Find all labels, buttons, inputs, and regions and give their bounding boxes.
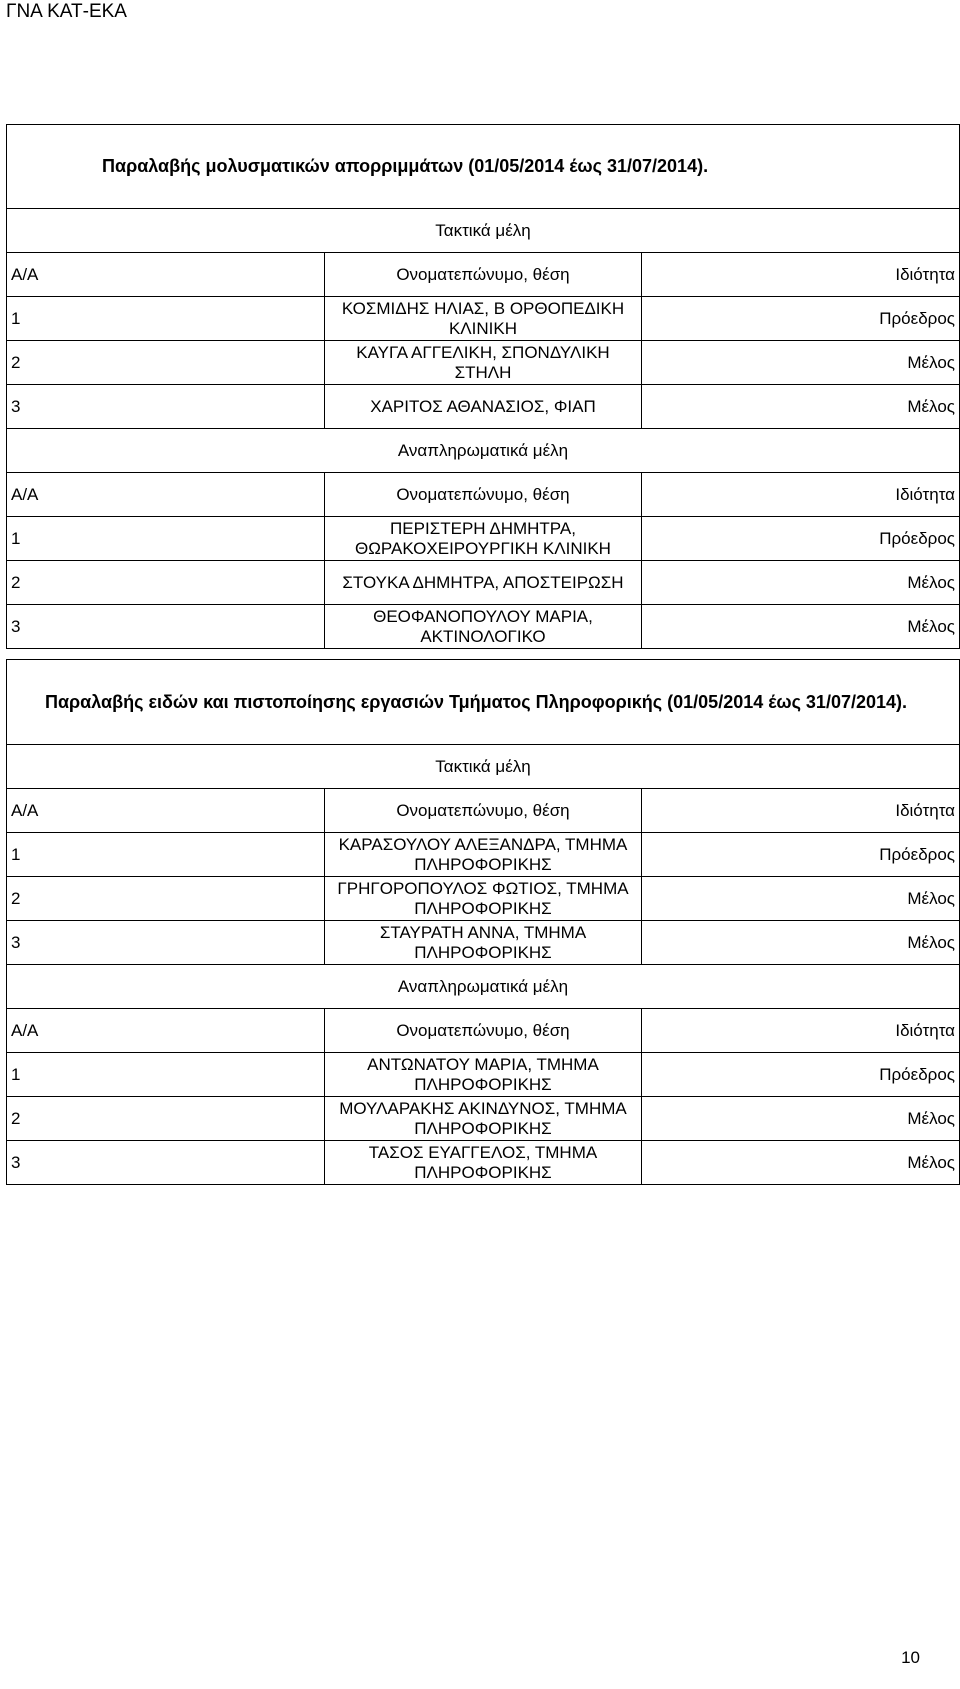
col-header-name: Ονοματεπώνυμο, θέση xyxy=(324,253,642,297)
row-role: Μέλος xyxy=(642,605,960,649)
section-label-substitutes: Αναπληρωματικά μέλη xyxy=(7,429,960,473)
table-row xyxy=(7,341,960,385)
document-header: ΓΝΑ ΚΑΤ-ΕΚΑ xyxy=(6,1,127,22)
col-header-name: Ονοματεπώνυμο, θέση xyxy=(324,473,642,517)
row-num: 3 xyxy=(7,605,325,649)
row-num: 3 xyxy=(7,921,325,965)
row-num: 1 xyxy=(7,833,325,877)
table-title: Παραλαβής ειδών και πιστοποίησης εργασιών Τμήματος Πληροφορικής (01/05/2014 έως 31/07/2014). xyxy=(7,660,960,745)
row-num: 1 xyxy=(7,517,325,561)
table-row xyxy=(7,1053,960,1097)
row-name: ΤΑΣΟΣ ΕΥΑΓΓΕΛΟΣ, ΤΜΗΜΑ ΠΛΗΡΟΦΟΡΙΚΗΣ xyxy=(324,1141,642,1185)
table-row xyxy=(7,517,960,561)
row-num: 2 xyxy=(7,561,325,605)
table-row xyxy=(7,921,960,965)
section-row-regular xyxy=(7,209,960,253)
table-row xyxy=(7,1097,960,1141)
page-number: 10 xyxy=(901,1648,920,1667)
row-num: 1 xyxy=(7,297,325,341)
row-name: ΚΑΥΓΑ ΑΓΓΕΛΙΚΗ, ΣΠΟΝΔΥΛΙΚΗ ΣΤΗΛΗ xyxy=(324,341,642,385)
row-num: 3 xyxy=(7,1141,325,1185)
col-header-num: Α/Α xyxy=(7,473,325,517)
row-role: Πρόεδρος xyxy=(642,833,960,877)
row-role: Πρόεδρος xyxy=(642,297,960,341)
row-name: ΠΕΡΙΣΤΕΡΗ ΔΗΜΗΤΡΑ, ΘΩΡΑΚΟΧΕΙΡΟΥΡΓΙΚΗ ΚΛΙΝΙΚΗ xyxy=(324,517,642,561)
section-label-regular: Τακτικά μέλη xyxy=(7,745,960,789)
row-name: ΣΤΑΥΡΑΤΗ ΑΝΝΑ, ΤΜΗΜΑ ΠΛΗΡΟΦΟΡΙΚΗΣ xyxy=(324,921,642,965)
row-name: ΚΑΡΑΣΟΥΛΟΥ ΑΛΕΞΑΝΔΡΑ, ΤΜΗΜΑ ΠΛΗΡΟΦΟΡΙΚΗΣ xyxy=(324,833,642,877)
committee-table-infectious-waste xyxy=(6,124,960,649)
section-row-substitutes xyxy=(7,429,960,473)
row-name: ΚΟΣΜΙΔΗΣ ΗΛΙΑΣ, Β ΟΡΘΟΠΕΔΙΚΗ ΚΛΙΝΙΚΗ xyxy=(324,297,642,341)
row-name: ΣΤΟΥΚΑ ΔΗΜΗΤΡΑ, ΑΠΟΣΤΕΙΡΩΣΗ xyxy=(324,561,642,605)
row-num: 2 xyxy=(7,341,325,385)
committee-table-it-department xyxy=(6,659,960,1185)
table-row xyxy=(7,385,960,429)
col-header-name: Ονοματεπώνυμο, θέση xyxy=(324,789,642,833)
col-header-role: Ιδιότητα xyxy=(642,473,960,517)
row-role: Μέλος xyxy=(642,1097,960,1141)
section-row-regular xyxy=(7,745,960,789)
col-header-num: Α/Α xyxy=(7,1009,325,1053)
table-row xyxy=(7,297,960,341)
row-name: ΓΡΗΓΟΡΟΠΟΥΛΟΣ ΦΩΤΙΟΣ, ΤΜΗΜΑ ΠΛΗΡΟΦΟΡΙΚΗΣ xyxy=(324,877,642,921)
col-header-role: Ιδιότητα xyxy=(642,1009,960,1053)
row-num: 3 xyxy=(7,385,325,429)
table-row xyxy=(7,605,960,649)
section-label-regular: Τακτικά μέλη xyxy=(7,209,960,253)
section-label-substitutes: Αναπληρωματικά μέλη xyxy=(7,965,960,1009)
table-row xyxy=(7,833,960,877)
row-role: Μέλος xyxy=(642,1141,960,1185)
table-row xyxy=(7,561,960,605)
col-header-role: Ιδιότητα xyxy=(642,789,960,833)
row-num: 1 xyxy=(7,1053,325,1097)
col-header-role: Ιδιότητα xyxy=(642,253,960,297)
table-title-row xyxy=(7,125,960,209)
column-header-row xyxy=(7,253,960,297)
row-role: Μέλος xyxy=(642,921,960,965)
table-title-row xyxy=(7,660,960,745)
column-header-row xyxy=(7,789,960,833)
row-num: 2 xyxy=(7,877,325,921)
row-role: Μέλος xyxy=(642,385,960,429)
row-name: ΜΟΥΛΑΡΑΚΗΣ ΑΚΙΝΔΥΝΟΣ, ΤΜΗΜΑ ΠΛΗΡΟΦΟΡΙΚΗΣ xyxy=(324,1097,642,1141)
table-row xyxy=(7,877,960,921)
col-header-name: Ονοματεπώνυμο, θέση xyxy=(324,1009,642,1053)
col-header-num: Α/Α xyxy=(7,253,325,297)
section-row-substitutes xyxy=(7,965,960,1009)
row-role: Πρόεδρος xyxy=(642,517,960,561)
row-name: ΧΑΡΙΤΟΣ ΑΘΑΝΑΣΙΟΣ, ΦΙΑΠ xyxy=(324,385,642,429)
col-header-num: Α/Α xyxy=(7,789,325,833)
row-name: ΑΝΤΩΝΑΤΟΥ ΜΑΡΙΑ, ΤΜΗΜΑ ΠΛΗΡΟΦΟΡΙΚΗΣ xyxy=(324,1053,642,1097)
row-role: Μέλος xyxy=(642,341,960,385)
table-row xyxy=(7,1141,960,1185)
row-role: Μέλος xyxy=(642,561,960,605)
column-header-row xyxy=(7,1009,960,1053)
row-num: 2 xyxy=(7,1097,325,1141)
row-role: Μέλος xyxy=(642,877,960,921)
row-name: ΘΕΟΦΑΝΟΠΟΥΛΟΥ ΜΑΡΙΑ, ΑΚΤΙΝΟΛΟΓΙΚΟ xyxy=(324,605,642,649)
row-role: Πρόεδρος xyxy=(642,1053,960,1097)
column-header-row xyxy=(7,473,960,517)
table-title: Παραλαβής μολυσματικών απορριμμάτων (01/05/2014 έως 31/07/2014). xyxy=(7,125,960,209)
